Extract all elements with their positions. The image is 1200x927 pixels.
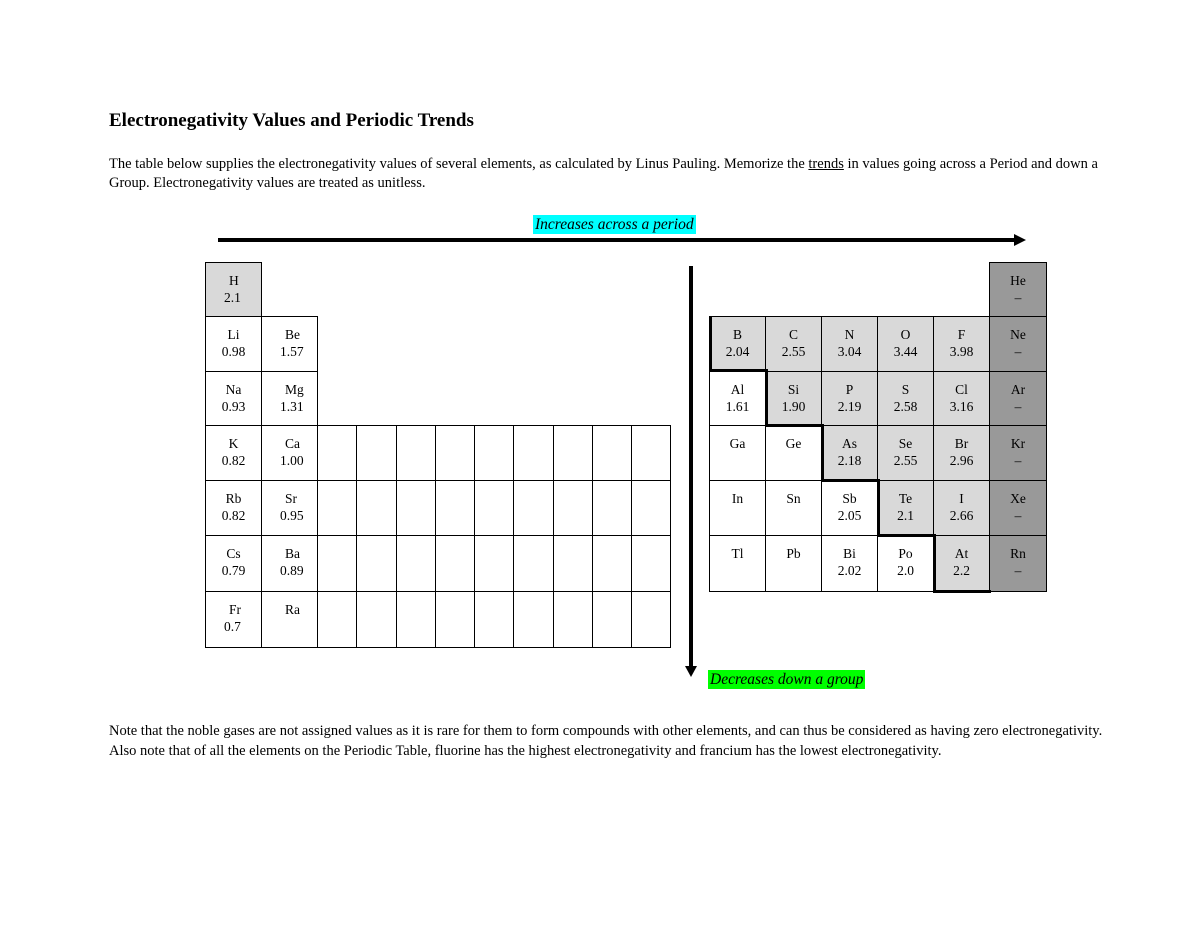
element-symbol: Be — [285, 327, 300, 342]
element-symbol: Ar — [1010, 382, 1026, 397]
down-group-label: Decreases down a group — [710, 671, 864, 688]
electronegativity-value: – — [1014, 290, 1022, 305]
empty-transition-cell — [513, 425, 554, 481]
element-cell-na — [205, 371, 262, 426]
empty-transition-cell — [317, 425, 357, 481]
electronegativity-value: 2.1 — [224, 290, 241, 305]
electronegativity-value: 1.90 — [781, 399, 806, 414]
electronegativity-value: 2.58 — [893, 399, 918, 414]
element-cell-p — [821, 371, 878, 426]
electronegativity-value: 3.44 — [893, 344, 918, 359]
element-symbol: Sb — [842, 491, 857, 506]
element-symbol: Ga — [729, 436, 746, 451]
element-cell-in — [709, 480, 766, 536]
empty-transition-cell — [631, 480, 671, 536]
element-cell-sb — [821, 480, 878, 536]
electronegativity-value: 2.19 — [837, 399, 862, 414]
element-symbol: At — [954, 546, 969, 561]
empty-transition-cell — [631, 591, 671, 648]
element-symbol: Br — [954, 436, 969, 451]
element-symbol: P — [845, 382, 854, 397]
element-cell-br — [933, 425, 990, 481]
across-period-arrow-shaft — [218, 238, 1016, 242]
element-cell-b — [709, 316, 766, 372]
element-cell-bi — [821, 535, 878, 592]
element-symbol: B — [732, 327, 742, 342]
empty-transition-cell — [474, 591, 514, 648]
empty-transition-cell — [356, 480, 397, 536]
element-cell-i — [933, 480, 990, 536]
metalloid-staircase-line — [933, 590, 991, 593]
empty-transition-cell — [396, 480, 436, 536]
element-cell-c — [765, 316, 822, 372]
element-cell-he — [989, 262, 1047, 318]
empty-transition-cell — [631, 535, 671, 592]
empty-transition-cell — [592, 535, 632, 592]
element-symbol: Bi — [843, 546, 856, 561]
empty-transition-cell — [474, 425, 514, 481]
element-symbol: Kr — [1010, 436, 1026, 451]
empty-transition-cell — [631, 425, 671, 481]
element-cell-ba — [261, 535, 318, 592]
element-cell-at — [933, 535, 990, 592]
electronegativity-value: 3.16 — [949, 399, 974, 414]
element-symbol: Xe — [1010, 491, 1026, 506]
element-cell-te — [877, 480, 934, 536]
electronegativity-value: 1.57 — [280, 344, 304, 359]
element-cell-sn — [765, 480, 822, 536]
element-symbol: Si — [787, 382, 800, 397]
element-cell-ne — [989, 316, 1047, 372]
element-cell-po — [877, 535, 934, 592]
empty-transition-cell — [317, 591, 357, 648]
element-symbol: Al — [730, 382, 745, 397]
intro-text-after: in values going across a Period and down a Group. Electronegativity values are treated as unitless. — [109, 156, 1098, 191]
element-symbol: Cl — [955, 382, 968, 397]
element-cell-rn — [989, 535, 1047, 592]
element-symbol: As — [841, 436, 857, 451]
element-cell-al — [709, 371, 766, 426]
electronegativity-value: 0.79 — [221, 563, 246, 578]
empty-transition-cell — [592, 425, 632, 481]
element-symbol: Tl — [731, 546, 744, 561]
electronegativity-value: 0.89 — [280, 563, 304, 578]
element-symbol: N — [844, 327, 855, 342]
empty-transition-cell — [356, 535, 397, 592]
element-cell-ca — [261, 425, 318, 481]
element-cell-se — [877, 425, 934, 481]
element-symbol: K — [228, 436, 239, 451]
empty-transition-cell — [356, 425, 397, 481]
element-cell-be — [261, 316, 318, 372]
element-symbol: I — [959, 491, 964, 506]
empty-transition-cell — [513, 535, 554, 592]
element-symbol: H — [229, 273, 239, 288]
electronegativity-value: 2.55 — [781, 344, 806, 359]
element-symbol: Ba — [285, 546, 300, 561]
element-symbol: Ne — [1010, 327, 1026, 342]
element-cell-cl — [933, 371, 990, 426]
electronegativity-value: – — [1014, 563, 1022, 578]
intro-paragraph — [109, 155, 1099, 193]
element-cell-xe — [989, 480, 1047, 536]
element-cell-pb — [765, 535, 822, 592]
electronegativity-value: 2.05 — [837, 508, 862, 523]
element-symbol: Li — [227, 327, 240, 342]
element-symbol: Cs — [226, 546, 241, 561]
across-period-label: Increases across a period — [535, 216, 694, 233]
electronegativity-value: 1.61 — [725, 399, 750, 414]
metalloid-staircase-line — [821, 424, 824, 481]
metalloid-staircase-line — [765, 424, 823, 427]
electronegativity-value: 2.66 — [949, 508, 974, 523]
intro-text-before: The table below supplies the electronegativity values of several elements, as calculated by Linus Pauling. Memorize the — [109, 156, 809, 172]
element-cell-as — [821, 425, 878, 481]
element-cell-sr — [261, 480, 318, 536]
empty-transition-cell — [356, 591, 397, 648]
element-cell-s — [877, 371, 934, 426]
element-cell-n — [821, 316, 878, 372]
electronegativity-value: 0.7 — [224, 619, 241, 634]
empty-transition-cell — [553, 535, 593, 592]
empty-transition-cell — [553, 425, 593, 481]
element-cell-rb — [205, 480, 262, 536]
electronegativity-value: 0.82 — [221, 453, 246, 468]
electronegativity-value: 2.18 — [837, 453, 862, 468]
electronegativity-value: 2.04 — [725, 344, 750, 359]
element-symbol: Rb — [225, 491, 242, 506]
element-cell-ar — [989, 371, 1047, 426]
element-symbol: He — [1010, 273, 1026, 288]
metalloid-staircase-line — [877, 534, 935, 537]
element-cell-fr — [205, 591, 262, 648]
element-cell-mg — [261, 371, 318, 426]
empty-transition-cell — [474, 480, 514, 536]
metalloid-staircase-line — [765, 369, 768, 426]
electronegativity-value: 0.98 — [221, 344, 246, 359]
element-symbol: Pb — [786, 546, 801, 561]
down-group-arrow-shaft — [689, 266, 693, 668]
element-symbol: O — [900, 327, 911, 342]
electronegativity-value: – — [1014, 508, 1022, 523]
empty-transition-cell — [513, 480, 554, 536]
empty-transition-cell — [396, 425, 436, 481]
element-cell-ge — [765, 425, 822, 481]
empty-transition-cell — [317, 535, 357, 592]
metalloid-staircase-line — [709, 316, 712, 372]
empty-transition-cell — [435, 535, 475, 592]
element-symbol: Fr — [229, 602, 242, 617]
empty-transition-cell — [592, 480, 632, 536]
element-symbol: F — [957, 327, 966, 342]
empty-transition-cell — [474, 535, 514, 592]
across-period-arrowhead — [1014, 234, 1026, 246]
element-symbol: Ra — [285, 602, 300, 617]
empty-transition-cell — [553, 480, 593, 536]
empty-transition-cell — [435, 480, 475, 536]
element-cell-f — [933, 316, 990, 372]
element-symbol: Sr — [285, 491, 298, 506]
element-symbol: S — [901, 382, 910, 397]
element-cell-ra — [261, 591, 318, 648]
element-cell-h — [205, 262, 262, 318]
metalloid-staircase-line — [877, 479, 880, 536]
down-group-arrowhead — [685, 666, 697, 677]
electronegativity-value: 2.96 — [949, 453, 974, 468]
electronegativity-value: 1.00 — [280, 453, 304, 468]
empty-transition-cell — [435, 425, 475, 481]
page-title: Electronegativity Values and Periodic Trends — [109, 110, 474, 131]
electronegativity-value: 3.04 — [837, 344, 862, 359]
electronegativity-value: 0.93 — [221, 399, 246, 414]
element-symbol: Mg — [285, 382, 304, 397]
element-symbol: Na — [225, 382, 242, 397]
element-cell-ga — [709, 425, 766, 481]
electronegativity-value: 2.02 — [837, 563, 862, 578]
electronegativity-value: – — [1014, 453, 1022, 468]
element-symbol: C — [788, 327, 798, 342]
intro-underlined-word: trends — [808, 156, 844, 172]
electronegativity-value: 2.2 — [953, 563, 970, 578]
element-symbol: Po — [898, 546, 913, 561]
electronegativity-value: 3.98 — [949, 344, 974, 359]
element-cell-tl — [709, 535, 766, 592]
empty-transition-cell — [592, 591, 632, 648]
metalloid-staircase-line — [821, 479, 879, 482]
element-symbol: Ge — [785, 436, 802, 451]
electronegativity-value: 2.0 — [897, 563, 914, 578]
electronegativity-value: 1.31 — [280, 399, 304, 414]
element-cell-si — [765, 371, 822, 426]
metalloid-staircase-line — [709, 369, 767, 372]
empty-transition-cell — [435, 591, 475, 648]
element-symbol: Te — [898, 491, 913, 506]
empty-transition-cell — [553, 591, 593, 648]
element-cell-k — [205, 425, 262, 481]
element-symbol: In — [731, 491, 744, 506]
electronegativity-value: – — [1014, 399, 1022, 414]
metalloid-staircase-line — [933, 534, 936, 592]
empty-transition-cell — [513, 591, 554, 648]
note-paragraph: Note that the noble gases are not assigned values as it is rare for them to form compounds with other elements, and can thus be considered as having zero electronegativity. Also note that of all the elements on the Periodic Table, fluorine has the highest electronegativity and francium has the lowest electronegativity. — [109, 723, 1103, 759]
electronegativity-value: 0.82 — [221, 508, 246, 523]
electronegativity-value: 2.1 — [897, 508, 914, 523]
element-symbol: Se — [898, 436, 913, 451]
electronegativity-value: – — [1014, 344, 1022, 359]
empty-transition-cell — [396, 535, 436, 592]
element-cell-kr — [989, 425, 1047, 481]
element-cell-cs — [205, 535, 262, 592]
element-cell-o — [877, 316, 934, 372]
electronegativity-value: 2.55 — [893, 453, 918, 468]
empty-transition-cell — [396, 591, 436, 648]
element-symbol: Sn — [786, 491, 801, 506]
electronegativity-value: 0.95 — [280, 508, 304, 523]
empty-transition-cell — [317, 480, 357, 536]
element-symbol: Ca — [285, 436, 300, 451]
element-cell-li — [205, 316, 262, 372]
element-symbol: Rn — [1010, 546, 1026, 561]
